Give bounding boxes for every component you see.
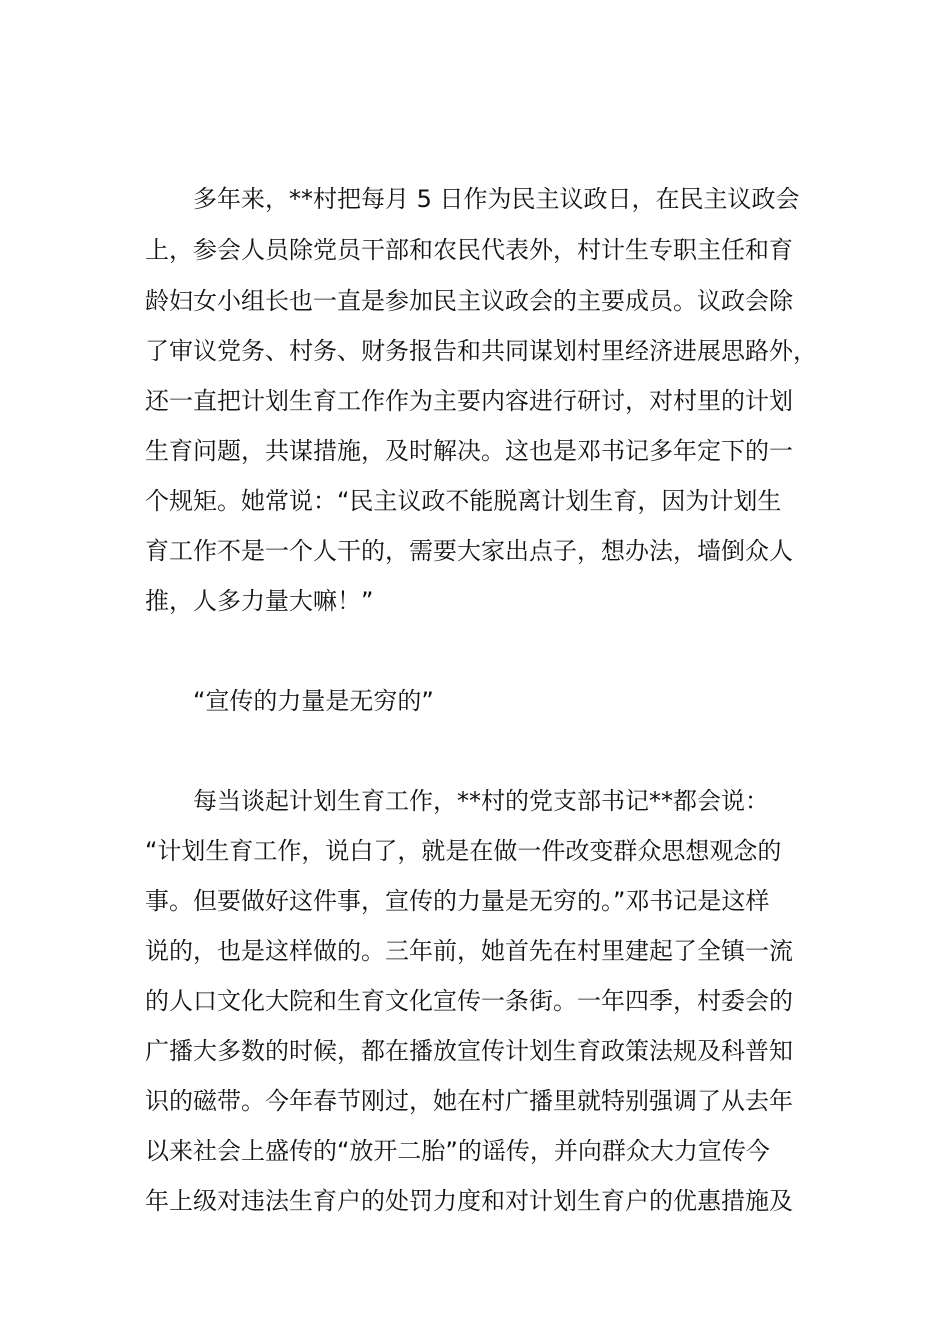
paragraph-2-line-1: 每当谈起计划生育工作，**村的党支部书记**都会说： <box>193 787 769 815</box>
paragraph-2-line-9: 年上级对违法生育户的处罚力度和对计划生育户的优惠措施及 <box>145 1187 793 1215</box>
paragraph-1-line-8: 育工作不是一个人干的，需要大家出点子，想办法，墙倒众人 <box>145 537 793 565</box>
paragraph-1-line-7: 个规矩。她常说：“民主议政不能脱离计划生育，因为计划生 <box>145 487 782 515</box>
paragraph-2-line-2: “计划生育工作，说白了，就是在做一件改变群众思想观念的 <box>145 837 782 865</box>
paragraph-1-line-3: 龄妇女小组长也一直是参加民主议政会的主要成员。议政会除 <box>145 287 793 315</box>
paragraph-1-line-5: 还一直把计划生育工作作为主要内容进行研讨，对村里的计划 <box>145 387 793 415</box>
paragraph-2-line-6: 广播大多数的时候，都在播放宣传计划生育政策法规及科普知 <box>145 1037 793 1065</box>
paragraph-1-line-2: 上，参会人员除党员干部和农民代表外，村计生专职主任和育 <box>145 236 793 264</box>
paragraph-2-line-3: 事。但要做好这件事，宣传的力量是无穷的。”邓书记是这样 <box>145 887 770 915</box>
paragraph-1-line-1: 多年来，**村把每月 5 日作为民主议政日，在民主议政会 <box>193 185 800 213</box>
paragraph-2-line-4: 说的，也是这样做的。三年前，她首先在村里建起了全镇一流 <box>145 937 793 965</box>
paragraph-2-line-5: 的人口文化大院和生育文化宣传一条街。一年四季，村委会的 <box>145 987 793 1015</box>
section-heading: “宣传的力量是无穷的” <box>193 687 434 715</box>
paragraph-1-line-9: 推，人多力量大嘛！” <box>145 587 374 615</box>
paragraph-2-line-8: 以来社会上盛传的“放开二胎”的谣传，并向群众大力宣传今 <box>145 1137 770 1165</box>
paragraph-2-line-7: 识的磁带。今年春节刚过，她在村广播里就特别强调了从去年 <box>145 1087 793 1115</box>
paragraph-1-line-6: 生育问题，共谋措施，及时解决。这也是邓书记多年定下的一 <box>145 437 793 465</box>
paragraph-1-line-4: 了审议党务、村务、财务报告和共同谋划村里经济进展思路外， <box>145 337 817 365</box>
